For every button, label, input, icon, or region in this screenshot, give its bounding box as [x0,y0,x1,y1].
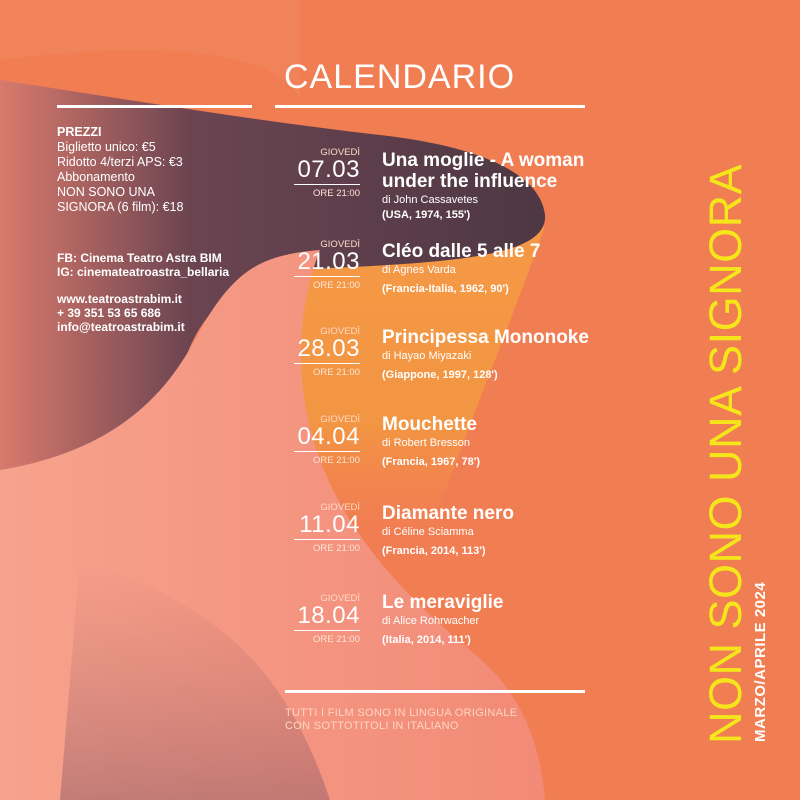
weekday-label: GIOVEDÌ [320,593,360,604]
film-title-line-2: under the influence [382,171,558,192]
film-director: di Alice Rohrwacher [382,615,480,627]
date-label: 04.04 [297,423,360,450]
film-director: di Robert Bresson [382,437,471,449]
weekday-label: GIOVEDÌ [320,326,360,337]
date-label: 07.03 [297,156,360,183]
series-period: MARZO/APRILE 2024 [752,581,769,742]
left-top-divider [57,105,252,108]
calendar-heading: CALENDARIO [284,58,516,96]
screening-date [280,240,360,292]
time-label: ORE 21:00 [313,280,360,291]
contact-info [57,292,287,334]
subtitle-note [285,707,585,733]
film-info: (Giappone, 1997, 128') [382,369,498,381]
time-label: ORE 21:00 [313,188,360,199]
price-line: Ridotto 4/terzi APS: €3 [57,155,183,169]
date-label: 11.04 [299,511,360,538]
price-line: SIGNORA (6 film): €18 [57,200,184,214]
film-title: Principessa Mononoke [382,327,589,348]
film-title: Mouchette [382,414,477,435]
weekday-label: GIOVEDÌ [320,414,360,425]
top-divider [275,105,585,108]
film-entry [382,241,682,296]
date-underline [294,276,360,277]
screening-date [280,503,360,555]
note-line: TUTTI I FILM SONO IN LINGUA ORIGINALE [285,707,518,719]
film-director: di Agnes Varda [382,264,456,276]
film-entry [382,150,682,222]
date-underline [294,630,360,631]
date-underline [294,451,360,452]
film-entry [382,592,682,647]
film-entry [382,414,682,469]
screening-date [280,594,360,646]
phone-number: + 39 351 53 65 686 [57,306,161,320]
film-entry [382,327,682,382]
film-title: Le meraviglie [382,592,504,613]
email-address: info@teatroastrabim.it [57,320,185,334]
weekday-label: GIOVEDÌ [320,239,360,250]
time-label: ORE 21:00 [313,634,360,645]
screening-date [280,148,360,200]
time-label: ORE 21:00 [313,543,360,554]
social-links [57,251,287,279]
date-underline [294,539,360,540]
instagram-handle: IG: cinemateatroastra_bellaria [57,265,230,279]
website: www.teatroastrabim.it [57,292,182,306]
film-title: Diamante nero [382,503,514,524]
screening-date [280,415,360,467]
screening-date [280,327,360,379]
film-director: di John Cassavetes [382,194,478,206]
date-underline [294,184,360,185]
weekday-label: GIOVEDÌ [320,147,360,158]
film-title: Una moglie - A woman [382,150,585,171]
film-info: (Francia, 1967, 78') [382,456,481,468]
film-director: di Céline Sciamma [382,526,474,538]
date-label: 18.04 [297,602,360,629]
series-title: NON SONO UNA SIGNORA [700,163,751,744]
note-line: CON SOTTOTITOLI IN ITALIANO [285,720,459,732]
bottom-divider [285,690,585,693]
film-title: Cléo dalle 5 alle 7 [382,241,541,262]
facebook-handle: FB: Cinema Teatro Astra BIM [57,251,222,265]
film-info: (USA, 1974, 155') [382,209,471,221]
weekday-label: GIOVEDÌ [320,502,360,513]
price-line: Abbonamento [57,170,135,184]
film-info: (Francia, 2014, 113') [382,545,486,557]
price-line: NON SONO UNA [57,185,155,199]
film-entry [382,503,682,558]
date-label: 28.03 [297,335,360,362]
film-info: (Francia-Italia, 1962, 90') [382,283,509,295]
date-label: 21.03 [297,248,360,275]
time-label: ORE 21:00 [313,455,360,466]
price-title: PREZZI [57,125,102,139]
price-info [57,125,257,215]
date-underline [294,363,360,364]
price-line: Biglietto unico: €5 [57,140,156,154]
film-info: (Italia, 2014, 111') [382,634,471,646]
time-label: ORE 21:00 [313,367,360,378]
film-director: di Hayao Miyazaki [382,350,472,362]
